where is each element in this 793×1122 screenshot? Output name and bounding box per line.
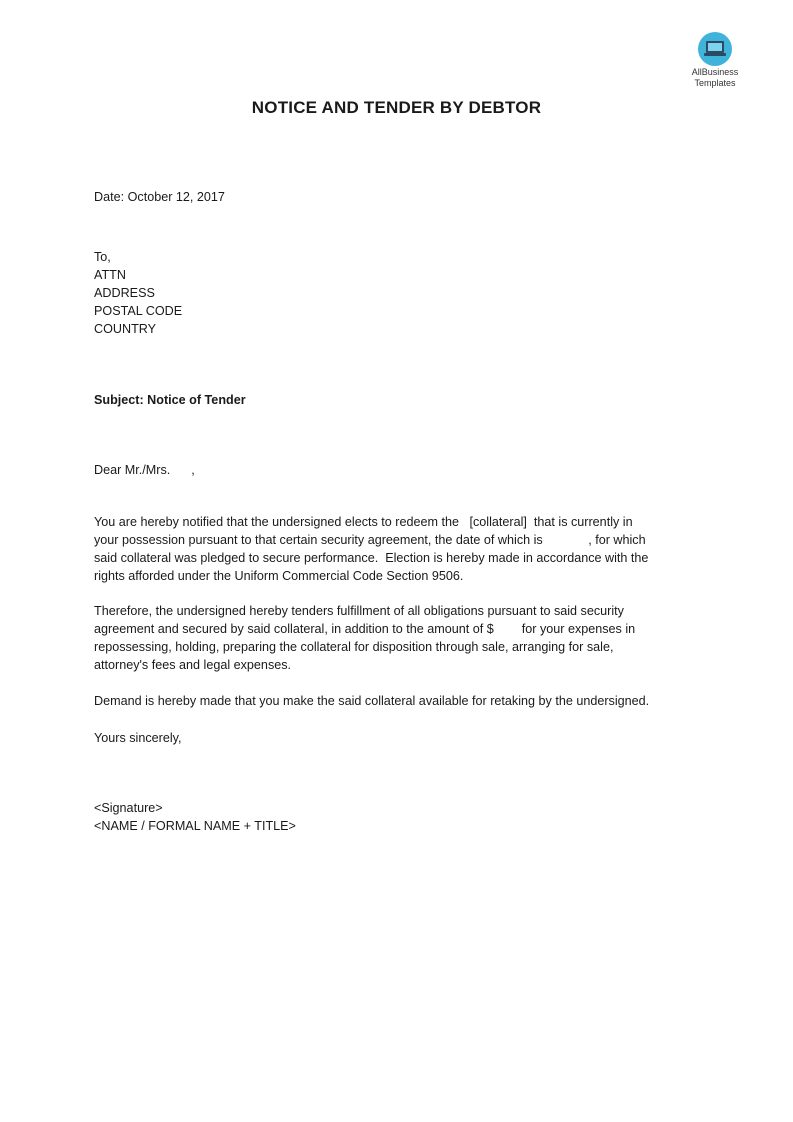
paragraph-line: repossessing, holding, preparing the collateral for disposition through sale, arranging for sale, xyxy=(94,640,614,654)
paragraph-tender xyxy=(94,602,704,674)
salutation: Dear Mr./Mrs. , xyxy=(94,463,195,477)
paragraph-line: said collateral was pledged to secure performance. Election is hereby made in accordance with the xyxy=(94,551,649,565)
recipient-country: COUNTRY xyxy=(94,322,157,336)
recipient-postal-code: POSTAL CODE xyxy=(94,304,183,318)
paragraph-demand: Demand is hereby made that you make the said collateral available for retaking by the undersigned. xyxy=(94,694,650,708)
paragraph-line: attorney's fees and legal expenses. xyxy=(94,658,292,672)
subject-line: Subject: Notice of Tender xyxy=(94,393,246,407)
recipient-attn: ATTN xyxy=(94,268,126,282)
logo-text-line1: AllBusiness xyxy=(691,67,739,77)
document-title: NOTICE AND TENDER BY DEBTOR xyxy=(251,98,542,117)
name-title-placeholder: <NAME / FORMAL NAME + TITLE> xyxy=(94,819,296,833)
allbusiness-templates-logo xyxy=(682,32,748,88)
paragraph-line: Therefore, the undersigned hereby tenders fulfillment of all obligations pursuant to said security xyxy=(94,604,624,618)
recipient-to: To, xyxy=(94,250,111,264)
laptop-icon xyxy=(698,32,732,66)
date-line: Date: October 12, 2017 xyxy=(94,190,225,204)
recipient-address: ADDRESS xyxy=(94,286,155,300)
paragraph-line: your possession pursuant to that certain security agreement, the date of which is , for which xyxy=(94,533,646,547)
paragraph-line: rights afforded under the Uniform Commercial Code Section 9506. xyxy=(94,569,464,583)
paragraph-redeem-notice xyxy=(94,513,704,585)
paragraph-line: agreement and secured by said collateral, in addition to the amount of $ for your expenses in xyxy=(94,622,636,636)
paragraph-line: You are hereby notified that the undersigned elects to redeem the [collateral] that is currently in xyxy=(94,515,633,529)
closing: Yours sincerely, xyxy=(94,731,182,745)
logo-text-line2: Templates xyxy=(694,78,736,88)
signature-placeholder: <Signature> xyxy=(94,801,163,815)
